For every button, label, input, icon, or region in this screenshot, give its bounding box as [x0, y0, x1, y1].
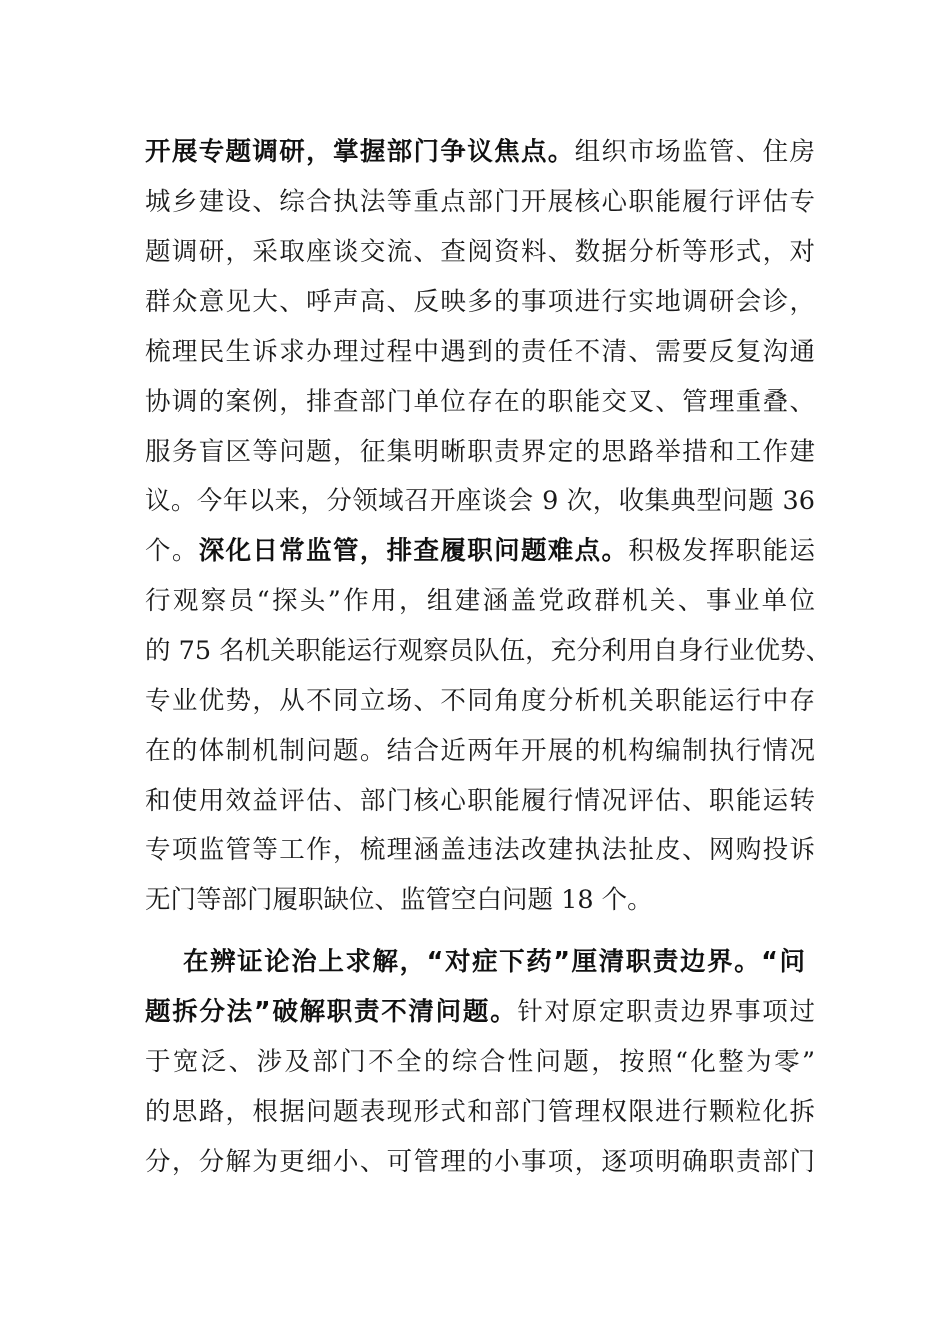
text-run: 针对原定职责边界事项过 — [517, 997, 815, 1027]
text-line: 无门等部门履职缺位、监管空白问题 18 个。 — [145, 885, 653, 915]
text-line: 群众意见大、呼声高、反映多的事项进行实地调研会诊， — [145, 287, 815, 317]
text-line: 服务盲区等问题，征集明晰职责界定的思路举措和工作建 — [145, 437, 815, 467]
bold-heading: 题拆分法”破解职责不清问题。 — [145, 997, 518, 1027]
text-line: 议。今年以来，分领域召开座谈会 9 次，收集典型问题 36 — [145, 486, 815, 516]
text-line: 专项监管等工作，梳理涵盖违法改建执法扯皮、网购投诉 — [145, 835, 815, 865]
text-line: 于宽泛、涉及部门不全的综合性问题，按照“化整为零” — [145, 1047, 815, 1077]
bold-heading: 开展专题调研，掌握部门争议焦点。 — [145, 137, 575, 167]
text-run: 积极发挥职能运 — [628, 536, 815, 566]
text-line: 分，分解为更细小、可管理的小事项，逐项明确职责部门 — [145, 1147, 815, 1177]
text-line: 协调的案例，排查部门单位存在的职能交叉、管理重叠、 — [145, 387, 815, 417]
text-line: 梳理民生诉求办理过程中遇到的责任不清、需要反复沟通 — [145, 337, 815, 367]
text-line: 在的体制机制问题。结合近两年开展的机构编制执行情况 — [145, 736, 815, 766]
bold-heading: 深化日常监管，排查履职问题难点。 — [198, 536, 629, 566]
text-line — [183, 942, 805, 982]
text-line — [145, 132, 815, 172]
text-line: 题调研，采取座谈交流、查阅资料、数据分析等形式，对 — [145, 237, 815, 267]
text-run: 组织市场监管、住房 — [574, 137, 815, 167]
text-line: 城乡建设、综合执法等重点部门开展核心职能履行评估专 — [145, 187, 815, 217]
bold-heading: 在辨证论治上求解，“对症下药”厘清职责边界。“问 — [183, 947, 805, 977]
text-line — [145, 531, 815, 571]
text-line — [145, 992, 815, 1032]
text-line: 专业优势，从不同立场、不同角度分析机关职能运行中存 — [145, 686, 815, 716]
text-line: 的 75 名机关职能运行观察员队伍，充分利用自身行业优势、 — [145, 636, 832, 666]
text-run: 个。 — [145, 536, 199, 566]
text-line: 和使用效益评估、部门核心职能履行情况评估、职能运转 — [145, 786, 815, 816]
text-line: 的思路，根据问题表现形式和部门管理权限进行颗粒化拆 — [145, 1097, 815, 1127]
text-line: 行观察员“探头”作用，组建涵盖党政群机关、事业单位 — [145, 586, 815, 616]
